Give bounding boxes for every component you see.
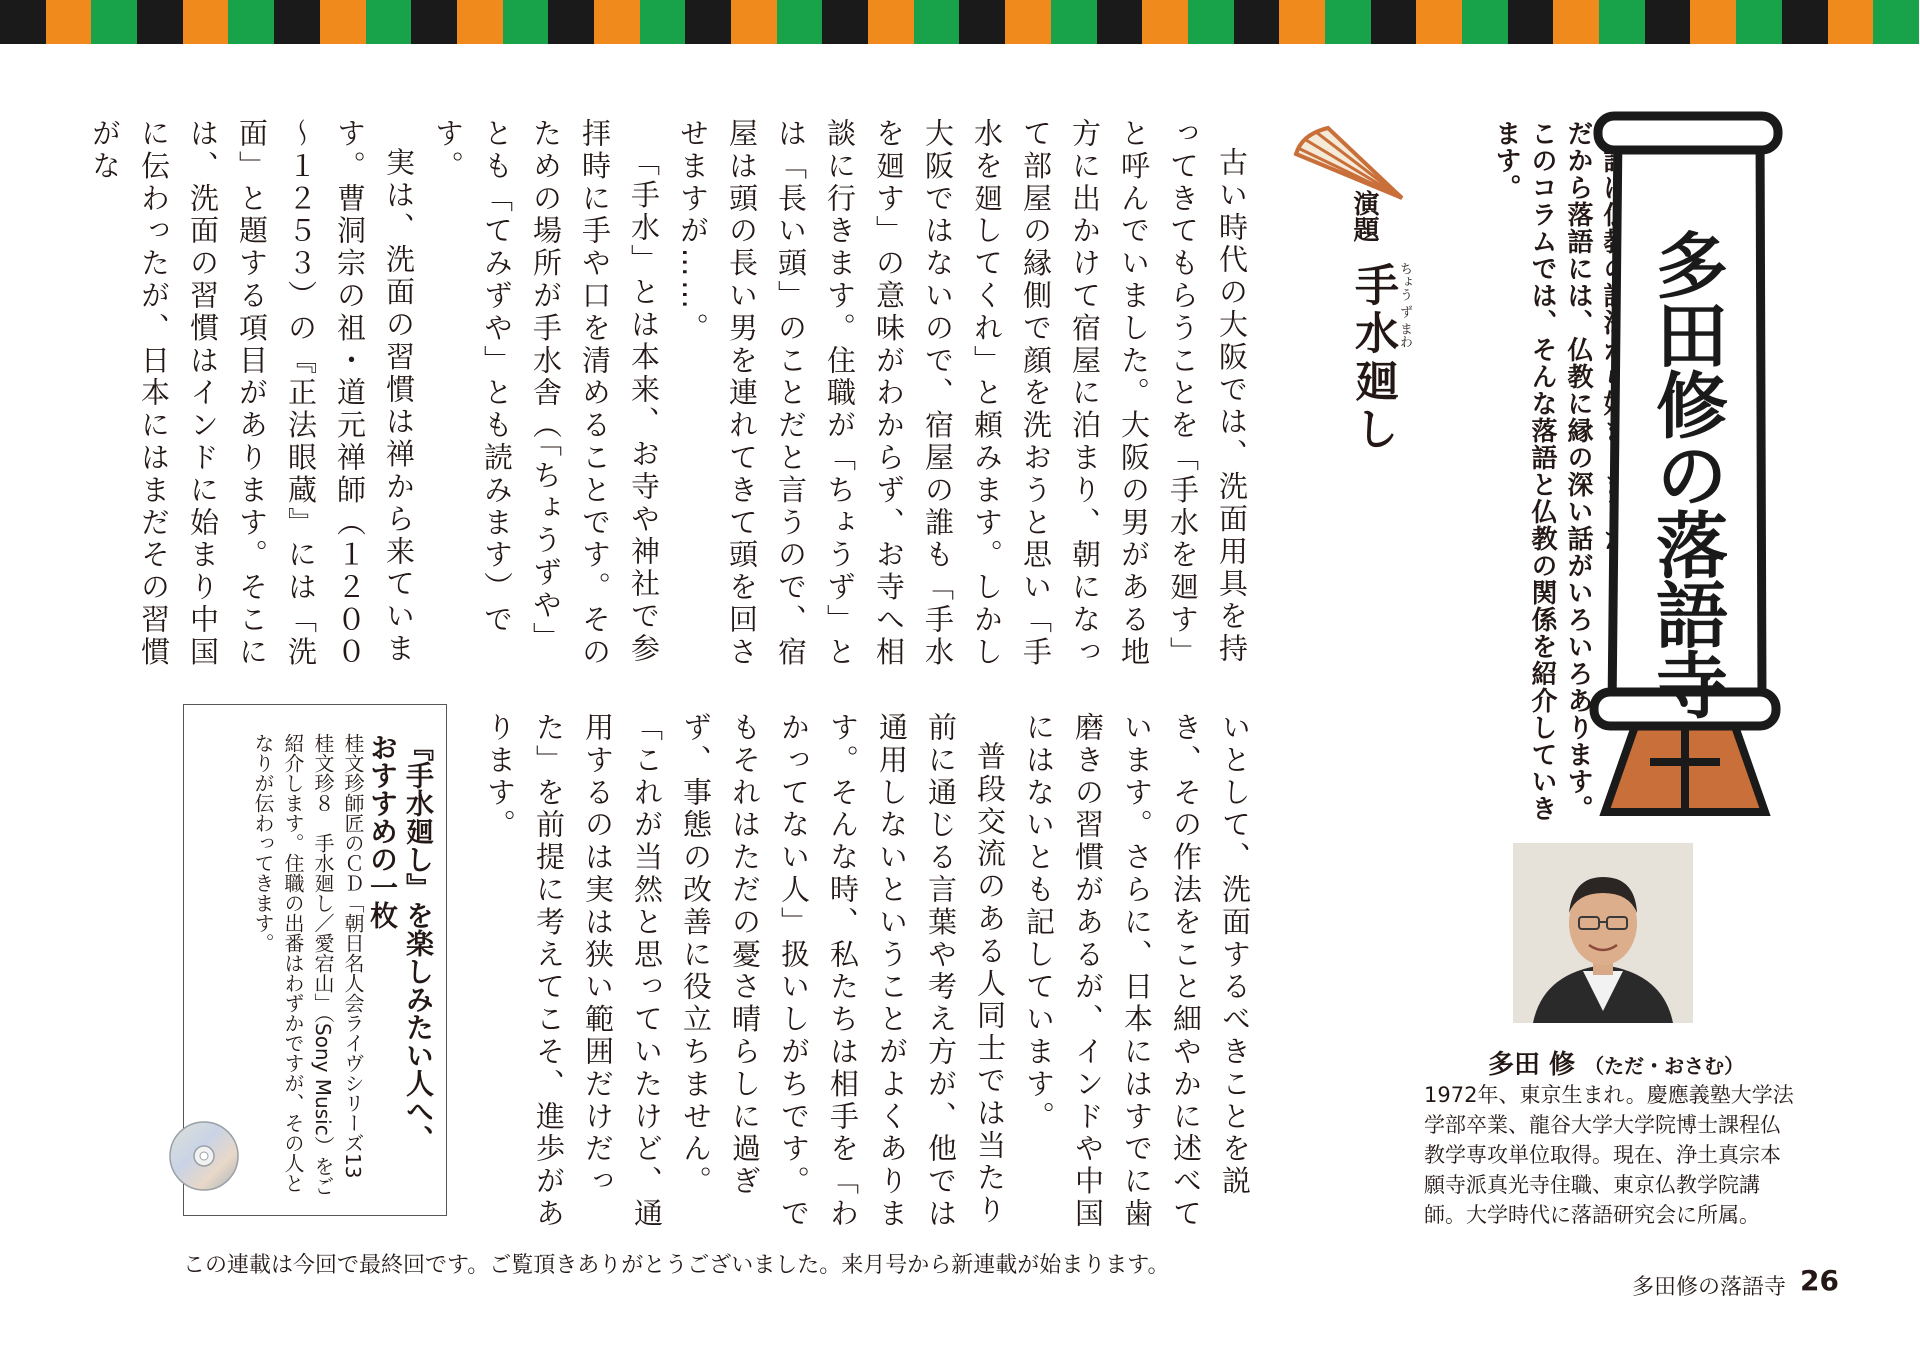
stripe-segment: [1599, 0, 1645, 44]
stripe-segment: [1828, 0, 1874, 44]
stripe-segment: [1736, 0, 1782, 44]
stripe-segment: [1462, 0, 1508, 44]
stripe-segment: [1508, 0, 1554, 44]
author-portrait: [1513, 843, 1693, 1023]
stripe-segment: [594, 0, 640, 44]
page-number: 26: [1800, 1264, 1839, 1297]
stripe-segment: [1051, 0, 1097, 44]
article-paragraph: いとして、洗面するべきことを説き、その作法をこと細やかに述べています。さらに、日本にはすでに歯磨きの習慣があるが、インドや中国にはないとも記しています。: [1022, 712, 1252, 1231]
author-name: 多田 修: [1488, 1050, 1576, 1080]
stripe-segment: [1325, 0, 1371, 44]
stripe-segment: [457, 0, 503, 44]
stripe-segment: [914, 0, 960, 44]
article-body-upper: [88, 118, 1256, 678]
episode-label: 演題: [1349, 190, 1379, 242]
stripe-segment: [1097, 0, 1143, 44]
article-body-lower: [483, 712, 1259, 1232]
stripe-segment: [503, 0, 549, 44]
episode-title: 手水廻し: [1347, 262, 1398, 454]
intro-line: だから落語には、仏教に縁の深い話がいろいろあります。: [1563, 120, 1593, 822]
stripe-segment: [228, 0, 274, 44]
article-paragraph: 古い時代の大阪では、洗面用具を持ってきてもらうことを「手水を廻す」と呼んでいました。大阪の男がある地方に出かけて宿屋に泊まり、朝になって部屋の縁側で顔を洗おうと思い「手水を廻してくれ」と頼みます。しかし大阪ではないので、宿屋の誰も「手水を廻す」の意味がわからず、お寺へ相談に行きます。住職が「ちょうず」とは「長い頭」のことだと言うので、宿屋は頭の長い男を連れてきて頭を回させますが……。: [676, 118, 1249, 669]
stripe-segment: [183, 0, 229, 44]
stripe-segment: [411, 0, 457, 44]
stripe-segment: [274, 0, 320, 44]
article-paragraph: 「手水」とは本来、お寺や神社で参拝時に手や口を清めることです。そのための場所が手水舎（「ちょうずや」とも「てみずや」とも読みます）です。: [431, 118, 661, 669]
stripe-segment: [548, 0, 594, 44]
stripe-segment: [822, 0, 868, 44]
stripe-segment: [1188, 0, 1234, 44]
stripe-segment: [366, 0, 412, 44]
author-bio: 1972年、東京生まれ。慶應義塾大学法学部卒業、龍谷大学大学院博士課程仏教学専攻単位取得。現在、浄土真宗本願寺派真光寺住職、東京仏教学院講師。大学時代に落語研究会に所属。: [1424, 1083, 1794, 1227]
stripe-segment: [640, 0, 686, 44]
recommendation-heading-line: 『手水廻し』を楽しみたい人へ、: [402, 733, 435, 1153]
stripe-segment: [1690, 0, 1736, 44]
stripe-segment: [1371, 0, 1417, 44]
article-paragraph: 普段交流のある人同士では当たり前に通じる言葉や考え方が、他では通用しないということがよくあります。そんな時、私たちは相手を「わかってない人」扱いしがちです。でもそれはただの憂さ晴らしに過ぎず、事態の改善に役立ちません。「これが当然と思っていたけど、通用するのは実は狭い範囲だけだった」を前提に考えてこそ、進歩があります。: [483, 712, 1007, 1231]
author-photo: [1513, 843, 1693, 1023]
running-title: 多田修の落語寺: [1632, 1275, 1787, 1300]
stripe-segment: [46, 0, 92, 44]
stripe-segment: [1279, 0, 1325, 44]
stripe-segment: [777, 0, 823, 44]
stripe-segment: [1645, 0, 1691, 44]
intro-line: このコラムでは、そんな落語と仏教の関係を紹介していきます。: [1491, 120, 1557, 822]
stripe-segment: [959, 0, 1005, 44]
decorative-top-stripe: [0, 0, 1920, 44]
author-name-line: [1488, 1044, 1744, 1081]
stripe-segment: [91, 0, 137, 44]
author-name-reading: （ただ・おさむ）: [1584, 1054, 1745, 1078]
recommendation-text: 桂文珍師匠のＣＤ「朝日名人会ライヴシリーズ13 桂文珍８ 手水廻し／愛宕山」（Sony Music）をご紹介します。住職の出番はわずかですが、その人となりが伝わってきます。: [251, 733, 365, 1199]
stripe-segment: [1005, 0, 1051, 44]
cd-disc-icon: [168, 1120, 240, 1192]
stripe-segment: [0, 0, 46, 44]
stripe-segment: [868, 0, 914, 44]
recommendation-heading: [364, 733, 436, 1203]
stripe-segment: [1873, 0, 1919, 44]
series-end-notice: この連載は今回で最終回です。ご覧頂きありがとうございました。来月号から新連載が始まります。: [183, 1253, 1170, 1278]
stripe-segment: [320, 0, 366, 44]
stripe-segment: [1782, 0, 1828, 44]
stripe-segment: [137, 0, 183, 44]
article-paragraph: 実は、洗面の習慣は禅から来ています。曹洞宗の祖・道元禅師（１２００～１２５３）の『正法眼蔵』には「洗面」と題する項目があります。そこには、洗面の習慣はインドに始まり中国に伝わったが、日本にはまだその習慣がな: [88, 118, 416, 669]
series-title-banner: [1590, 112, 1780, 812]
stripe-segment: [1142, 0, 1188, 44]
recommendation-heading-line: おすすめの一枚: [366, 733, 399, 929]
stripe-segment: [685, 0, 731, 44]
episode-title-ruby: ちょう ず まわ: [1397, 262, 1412, 349]
stripe-segment: [731, 0, 777, 44]
stripe-segment: [1553, 0, 1599, 44]
series-title: 多田修の落語寺: [1644, 228, 1728, 718]
stripe-segment: [1416, 0, 1462, 44]
stripe-segment: [1234, 0, 1280, 44]
